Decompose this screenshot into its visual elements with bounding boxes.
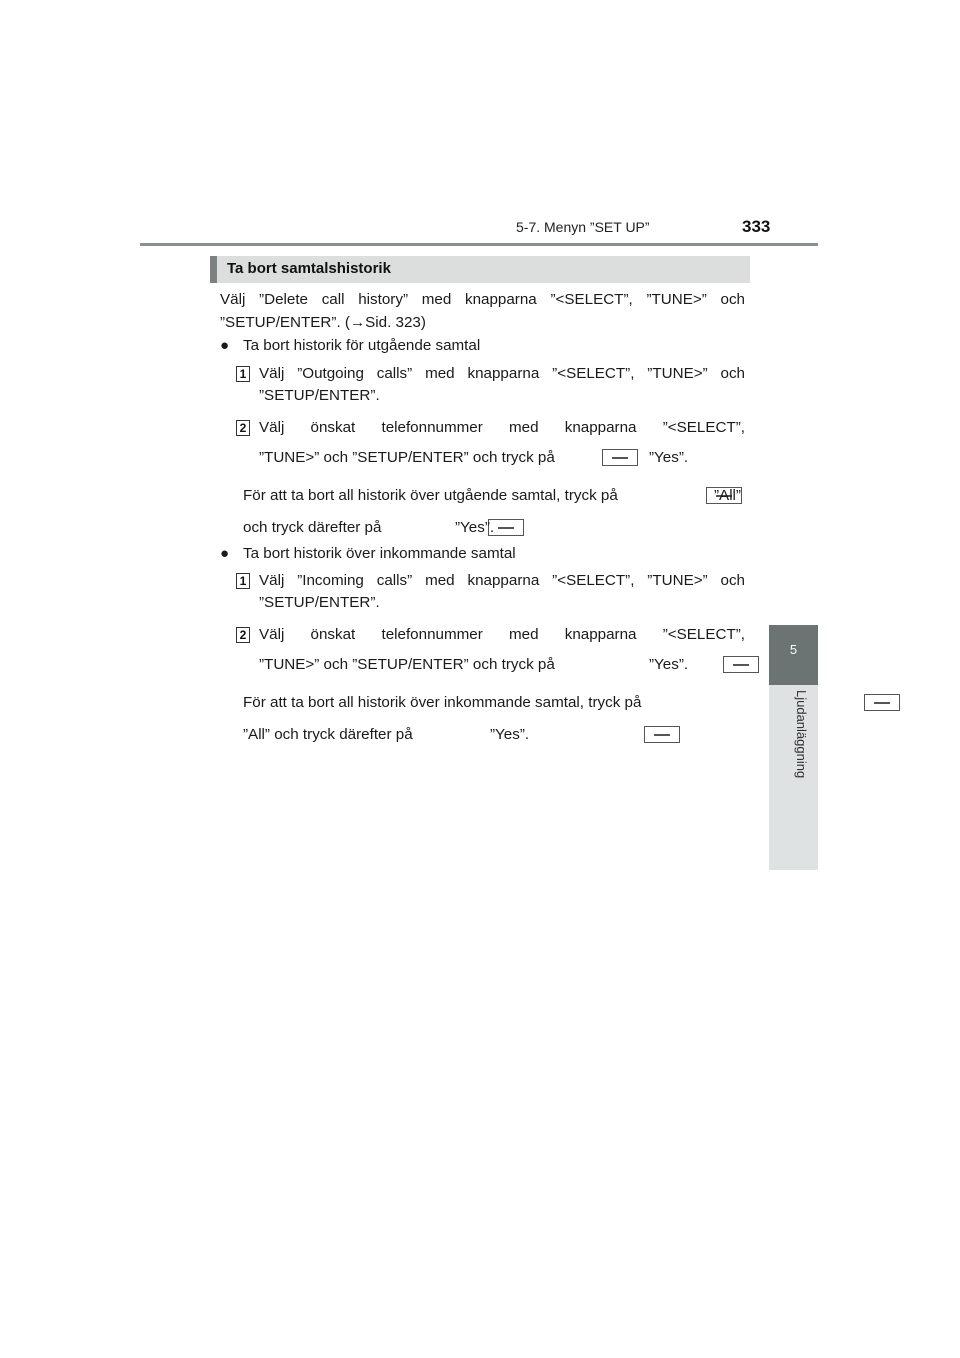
header-rule	[140, 243, 818, 246]
incoming-note-line1: För att ta bort all historik över inkommande samtal, tryck på	[243, 694, 642, 711]
section-title: 5-7. Menyn ”SET UP”	[516, 219, 650, 235]
intro-line-1: Välj ”Delete call history” med knapparna ”<SELECT”, ”TUNE>” och	[220, 291, 745, 308]
incoming-note-line2a: ”All” och tryck därefter på	[243, 726, 413, 743]
outgoing-note-all: ”All”	[714, 487, 741, 504]
hardware-button-icon	[723, 656, 759, 673]
hardware-button-icon	[644, 726, 680, 743]
bullet-icon: ●	[220, 545, 230, 562]
section-banner	[210, 256, 750, 283]
page-number: 333	[742, 217, 771, 236]
incoming-step1-line1: Välj ”Incoming calls” med knapparna ”<SELECT”, ”TUNE>” och	[259, 572, 745, 589]
incoming-step2-line1: Välj önskat telefonnummer med knapparna ”<SELECT”,	[259, 626, 745, 643]
outgoing-note-line2a: och tryck därefter på	[243, 519, 382, 536]
outgoing-step2-line2a: ”TUNE>” och ”SETUP/ENTER” och tryck på	[259, 449, 555, 466]
incoming-step2-line2a: ”TUNE>” och ”SETUP/ENTER” och tryck på	[259, 656, 555, 673]
chapter-number: 5	[789, 642, 798, 657]
incoming-step2-yes: ”Yes”.	[649, 656, 689, 673]
outgoing-step1-line1: Välj ”Outgoing calls” med knapparna ”<SELECT”, ”TUNE>” och	[259, 365, 745, 382]
outgoing-step1-line2: ”SETUP/ENTER”.	[259, 387, 380, 404]
outgoing-note-yes: ”Yes”.	[455, 519, 495, 536]
hardware-button-icon	[602, 449, 638, 466]
step-number-2: 2	[236, 420, 250, 436]
outgoing-step2-yes: ”Yes”.	[649, 449, 689, 466]
outgoing-step2-line1: Välj önskat telefonnummer med knapparna ”<SELECT”,	[259, 419, 745, 436]
bullet-icon: ●	[220, 337, 230, 354]
outgoing-heading: Ta bort historik för utgående samtal	[243, 337, 481, 354]
incoming-note-yes: ”Yes”.	[490, 726, 530, 743]
step-number-1: 1	[236, 366, 250, 382]
banner-title: Ta bort samtalshistorik	[227, 260, 391, 277]
intro-line-2: ”SETUP/ENTER”. (→Sid. 323)	[220, 314, 426, 331]
hardware-button-icon	[864, 694, 900, 711]
chapter-label: Ljudanläggning	[794, 690, 809, 779]
incoming-heading: Ta bort historik över inkommande samtal	[243, 545, 516, 562]
outgoing-note-line1a: För att ta bort all historik över utgående samtal, tryck på	[243, 487, 618, 504]
step-number-1: 1	[236, 573, 250, 589]
incoming-step1-line2: ”SETUP/ENTER”.	[259, 594, 380, 611]
step-number-2: 2	[236, 627, 250, 643]
